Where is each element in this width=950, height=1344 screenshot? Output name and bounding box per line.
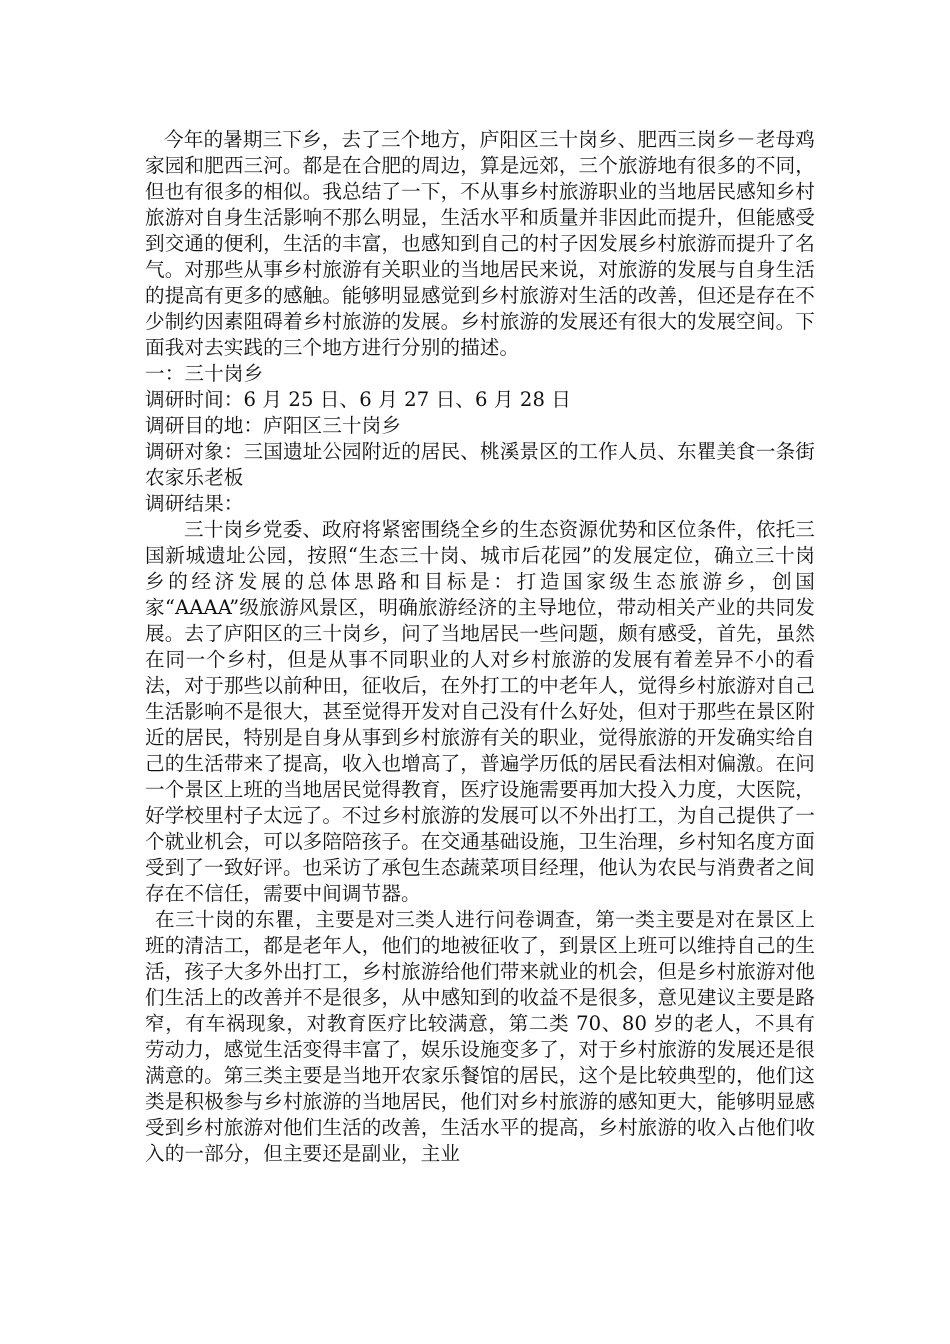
survey-time: 调研时间：6 月 25 日、6 月 27 日、6 月 28 日 [145, 388, 572, 411]
survey-destination: 调研目的地：庐阳区三十岗乡 [145, 414, 402, 437]
section-heading: 一：三十岗乡 [145, 362, 264, 385]
results-paragraph: 三十岗乡党委、政府将紧密围绕全乡的生态资源优势和区位条件，依托三国新城遗址公园，按照“生态三十岗、城市后花园”的发展定位，确立三十岗乡的经济发展的总体思路和目标是：打造国家级生态旅游乡，创国家“AAAA”级旅游风景区，明确旅游经济的主导地位，带动相关产业的共同发展。去了庐阳区的三十岗乡，问了当地居民一些问题，颇有感受，首先，虽然在同一个乡村，但是从事不同职业的人对乡村旅游的发展有着差异不小的看法，对于那些以前种田，征收后，在外打工的中老年人，觉得乡村旅游对自己生活影响不是很大，甚至觉得开发对自己没有什么好处，但对于那些在景区附近的居民，特别是自身从事到乡村旅游有关的职业，觉得旅游的开发确实给自己的生活带来了提高，收入也增高了，普遍学历低的居民看法相对偏激。在问一个景区上班的当地居民觉得教育，医疗设施需要再加大投入力度，大医院，好学校里村子太远了。不过乡村旅游的发展可以不外出打工，为自己提供了一个就业机会，可以多陪陪孩子。在交通基础设施，卫生治理，乡村知名度方面受到了一致好评。也采访了承包生态蔬菜项目经理，他认为农民与消费者之间存在不信任，需要中间调节器。 [145, 518, 815, 905]
survey-subjects: 调研对象：三国遗址公园附近的居民、桃溪景区的工作人员、东瞿美食一条街农家乐老板 [145, 440, 815, 489]
document-body [145, 127, 815, 1167]
intro-paragraph: 今年的暑期三下乡，去了三个地方，庐阳区三十岗乡、肥西三岗乡－老母鸡家园和肥西三河。都是在合肥的周边，算是远郊，三个旅游地有很多的不同，但也有很多的相似。我总结了一下，不从事乡村旅游职业的当地居民感知乡村旅游对自身生活影响不那么明显，生活水平和质量并非因此而提升，但能感受到交通的便利，生活的丰富，也感知到自己的村子因发展乡村旅游而提升了名气。对那些从事乡村旅游有关职业的当地居民来说，对旅游的发展与自身生活的提高有更多的感触。能够明显感觉到乡村旅游对生活的改善，但还是存在不少制约因素阻碍着乡村旅游的发展。乡村旅游的发展还有很大的发展空间。下面我对去实践的三个地方进行分别的描述。 [145, 128, 815, 359]
dongqu-paragraph: 在三十岗的东瞿，主要是对三类人进行问卷调查，第一类主要是对在景区上班的清洁工，都是老年人，他们的地被征收了，到景区上班可以维持自己的生活，孩子大多外出打工，乡村旅游给他们带来就业的机会，但是乡村旅游对他们生活上的改善并不是很多，从中感知到的收益不是很多，意见建议主要是路窄，有车祸现象，对教育医疗比较满意，第二类 70、80 岁的老人，不具有劳动力，感觉生活变得丰富了，娱乐设施变多了，对于乡村旅游的发展还是很满意的。第三类主要是当地开农家乐餐馆的居民，这个是比较典型的，他们这类是积极参与乡村旅游的当地居民，他们对乡村旅游的感知更大，能够明显感受到乡村旅游对他们生活的改善，生活水平的提高，乡村旅游的收入占他们收入的一部分，但主要还是副业，主业 [145, 908, 815, 1165]
results-label: 调研结果： [145, 492, 244, 515]
